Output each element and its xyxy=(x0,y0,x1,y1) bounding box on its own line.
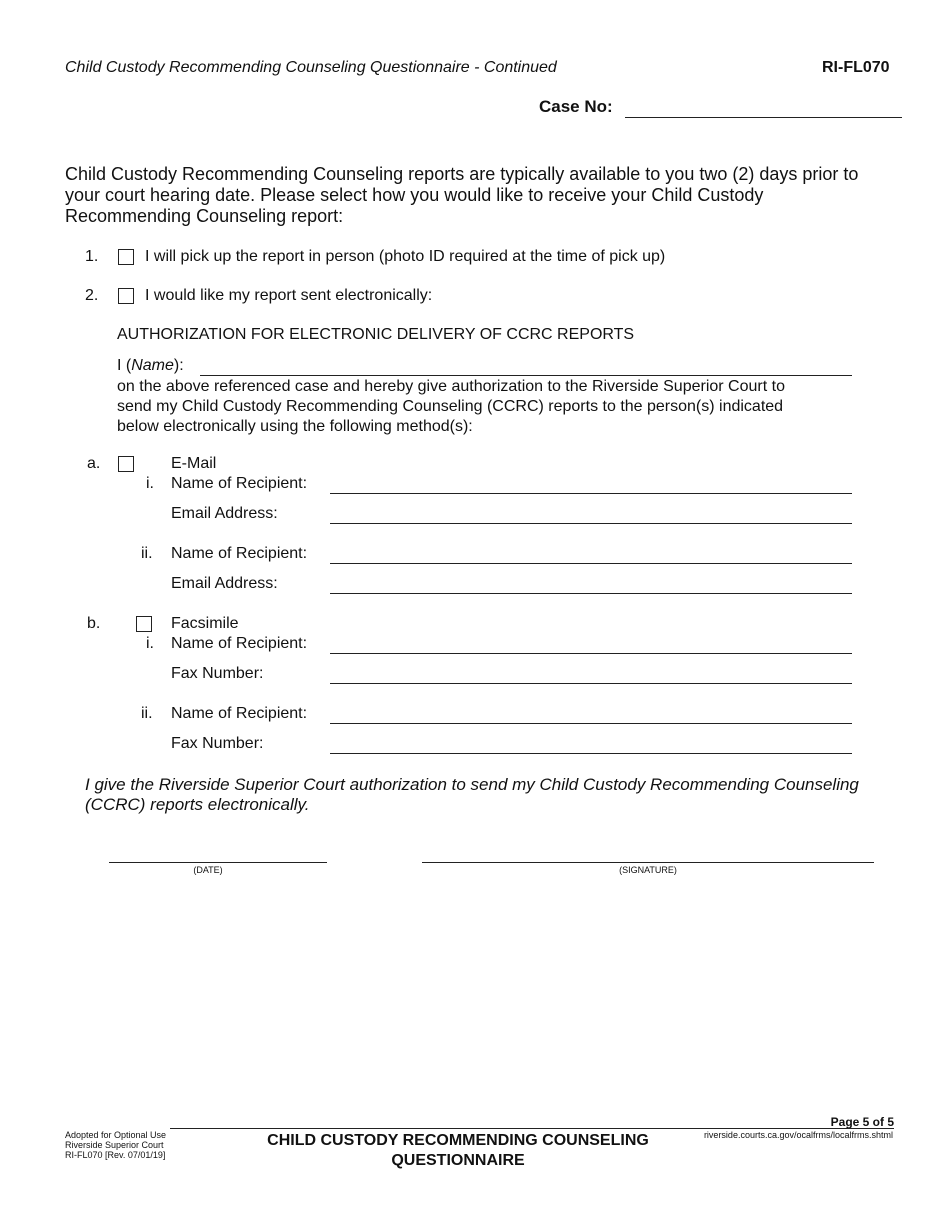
consent-line: (CCRC) reports electronically. xyxy=(85,795,310,814)
email-row-2-address-field[interactable] xyxy=(330,593,852,594)
signature-field[interactable] xyxy=(422,862,874,863)
intro-line: Child Custody Recommending Counseling reports are typically available to you two (2) days prior to xyxy=(65,164,859,184)
consent-line: I give the Riverside Superior Court authorization to send my Child Custody Recommending Counseling xyxy=(85,775,859,794)
intro-line: your court hearing date. Please select how you would like to receive your Child Custody xyxy=(65,185,764,205)
email-row-1-address-field[interactable] xyxy=(330,523,852,524)
page-number: Page 5 of 5 xyxy=(830,1115,894,1129)
fax-row-2-number-field[interactable] xyxy=(330,753,852,754)
email-row-1-recipient-field[interactable] xyxy=(330,493,852,494)
pickup-checkbox[interactable] xyxy=(118,249,134,265)
authorization-heading: AUTHORIZATION FOR ELECTRONIC DELIVERY OF CCRC REPORTS xyxy=(117,326,635,343)
electronic-option-label: I would like my report sent electronically: xyxy=(145,287,433,304)
footer-title-line: QUESTIONNAIRE xyxy=(391,1152,525,1169)
fax-row-2-recipient-label: Name of Recipient: xyxy=(171,705,308,722)
email-row-2-recipient-label: Name of Recipient: xyxy=(171,545,308,562)
name-label xyxy=(117,357,184,375)
date-label: (DATE) xyxy=(193,865,223,875)
email-row-2-roman: ii. xyxy=(141,545,153,562)
name-field[interactable] xyxy=(200,375,852,376)
intro-line: Recommending Counseling report: xyxy=(65,206,344,226)
fax-title: Facsimile xyxy=(171,615,239,632)
signature-label: (SIGNATURE) xyxy=(619,865,677,875)
fax-row-1-number-label: Fax Number: xyxy=(171,665,264,682)
option-1-number: 1. xyxy=(85,248,99,265)
footer-court: Riverside Superior Court xyxy=(65,1140,164,1150)
fax-row-1-roman: i. xyxy=(146,635,154,652)
form-id: RI-FL070 xyxy=(822,59,890,76)
footer-url[interactable]: riverside.courts.ca.gov/ocalfrms/localfrms.shtml xyxy=(703,1130,893,1140)
footer-adoption xyxy=(65,1130,166,1160)
case-no-label: Case No: xyxy=(539,97,613,116)
fax-row-2-number-label: Fax Number: xyxy=(171,735,264,752)
fax-row-1-recipient-label: Name of Recipient: xyxy=(171,635,308,652)
email-row-1-roman: i. xyxy=(146,475,154,492)
email-title: E-Mail xyxy=(171,455,217,472)
email-row-1-recipient-label: Name of Recipient: xyxy=(171,475,308,492)
footer-title-line: CHILD CUSTODY RECOMMENDING COUNSELING xyxy=(267,1132,649,1149)
authorization-paragraph xyxy=(117,377,785,437)
footer-adopted: Adopted for Optional Use xyxy=(65,1130,167,1140)
email-row-2-address-label: Email Address: xyxy=(171,575,278,592)
fax-row-1-recipient-field[interactable] xyxy=(330,653,852,654)
fax-row-2-recipient-field[interactable] xyxy=(330,723,852,724)
footer-revision: RI-FL070 [Rev. 07/01/19] xyxy=(65,1150,166,1160)
header-title: Child Custody Recommending Counseling Questionnaire - Continued xyxy=(65,59,557,76)
case-no-field[interactable] xyxy=(625,117,902,118)
fax-row-2-roman: ii. xyxy=(141,705,153,722)
email-checkbox[interactable] xyxy=(118,456,134,472)
email-letter: a. xyxy=(87,455,101,472)
date-field[interactable] xyxy=(109,862,327,863)
pickup-option-label: I will pick up the report in person (photo ID required at the time of pick up) xyxy=(145,248,666,265)
authorization-line: below electronically using the following method(s): xyxy=(117,418,473,435)
option-2-number: 2. xyxy=(85,287,99,304)
name-label-suffix: ): xyxy=(173,357,184,374)
name-label-word: Name xyxy=(131,357,174,374)
authorization-line: send my Child Custody Recommending Counseling (CCRC) reports to the person(s) indicated xyxy=(117,398,784,415)
name-label-prefix: I ( xyxy=(117,357,132,374)
footer-title xyxy=(230,1131,686,1171)
footer-divider xyxy=(170,1128,894,1129)
fax-row-1-number-field[interactable] xyxy=(330,683,852,684)
intro-paragraph xyxy=(65,164,858,227)
email-row-2-recipient-field[interactable] xyxy=(330,563,852,564)
authorization-line: on the above referenced case and hereby give authorization to the Riverside Superior Court to xyxy=(117,378,785,395)
fax-letter: b. xyxy=(87,615,101,632)
consent-statement xyxy=(85,775,859,815)
email-row-1-address-label: Email Address: xyxy=(171,505,278,522)
fax-checkbox[interactable] xyxy=(136,616,152,632)
electronic-checkbox[interactable] xyxy=(118,288,134,304)
